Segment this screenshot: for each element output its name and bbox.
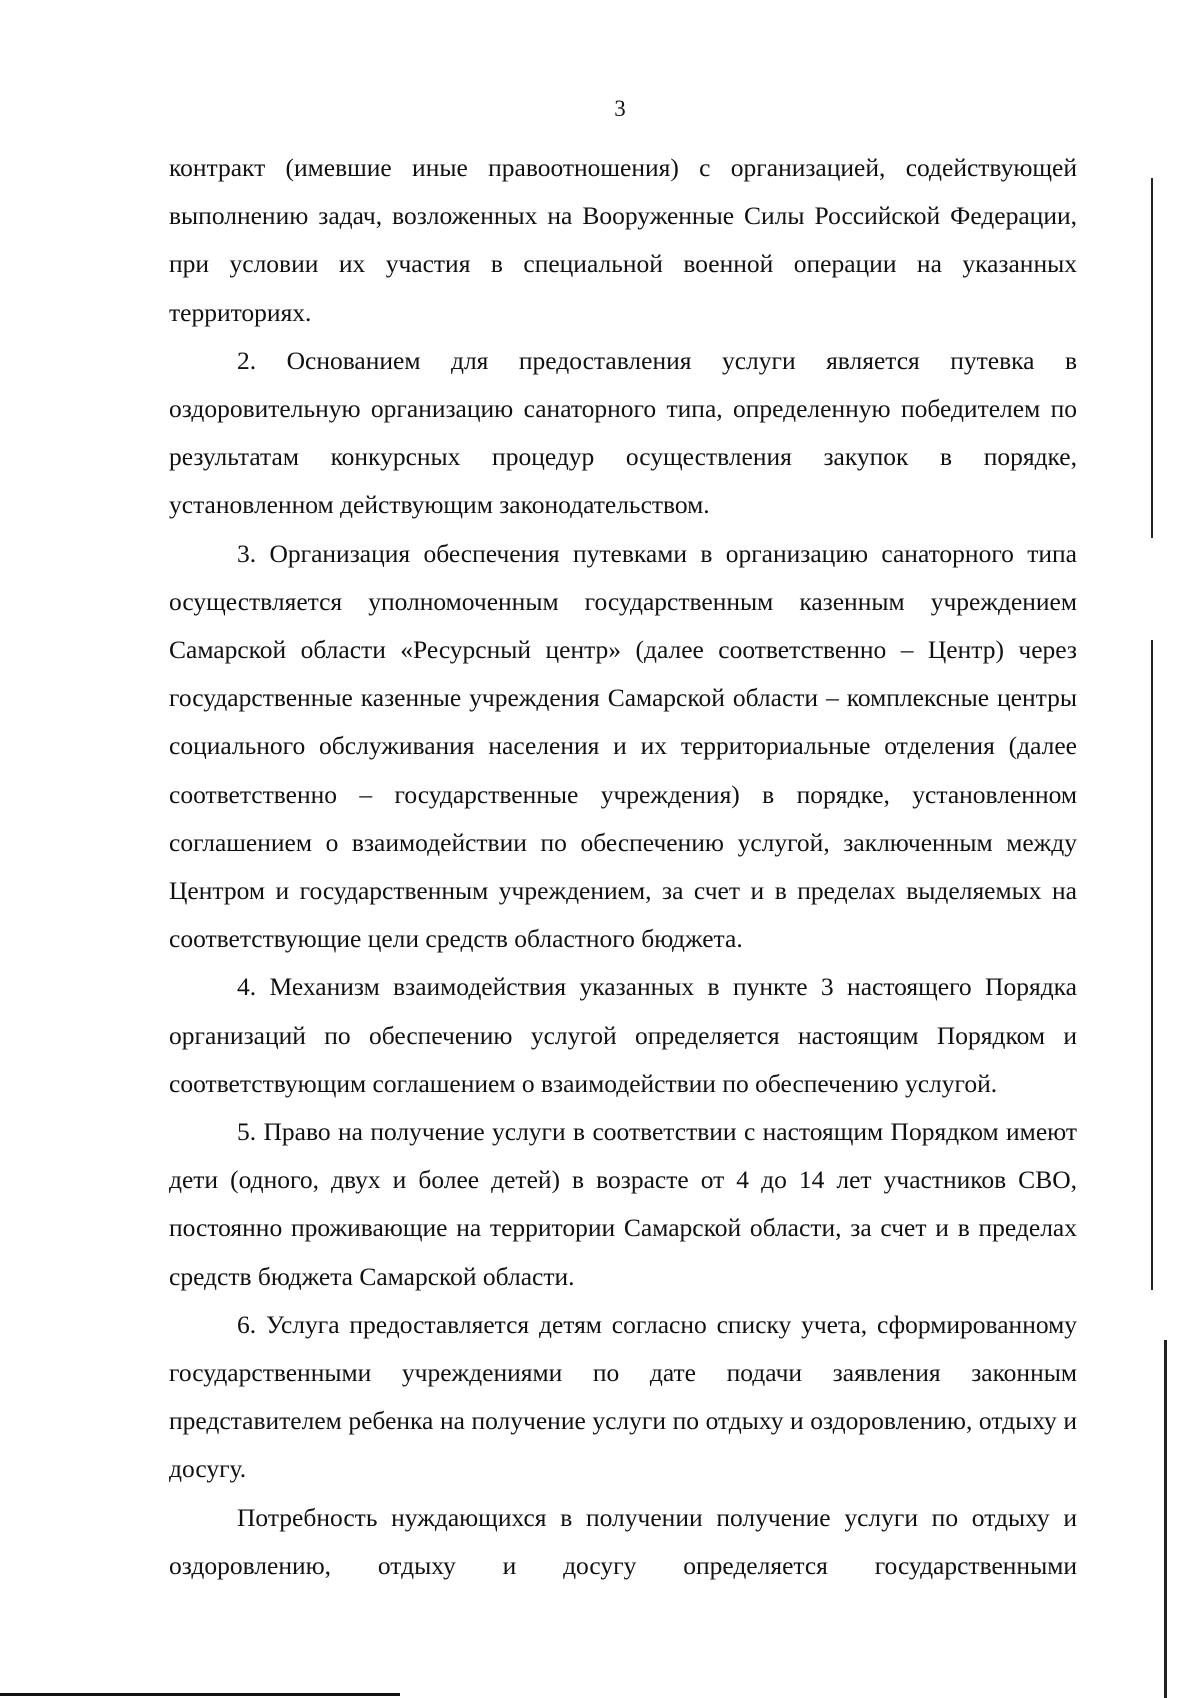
document-body [169,144,1077,1590]
scan-artifact-line [1164,1340,1167,1698]
paragraph-item-2: 2. Основанием для предоставления услуги является путевка в оздоровительную организацию санаторного типа, определенную победителем по результатам конкурсных процедур осуществления закупок в порядке, установленном действующим законодательством. [169,345,1077,520]
paragraph-item-6: 6. Услуга предоставляется детям согласно списку учета, сформированному государственными учреждениями по дате подачи заявления законным представителем ребенка на получение услуги по отдыху и оздоровлению, отдыху и досугу. [169,1309,1077,1484]
paragraph-item-4: 4. Механизм взаимодействия указанных в пункте 3 настоящего Порядка организаций по обеспечению услугой определяется настоящим Порядком и соответствующим соглашением о взаимодействии по обеспечению услугой. [169,972,1077,1098]
paragraph-item-5: 5. Право на получение услуги в соответствии с настоящим Порядком имеют дети (одного, двух и более детей) в возрасте от 4 до 14 лет участников СВО, постоянно проживающие на территории Самарской области, за счет и в пределах средств бюджета Самарской области. [169,1117,1077,1291]
paragraph-item-3: 3. Организация обеспечения путевками в организацию санаторного типа осуществляется уполномоченным государственным казенным учреждением Самарской области «Ресурсный центр» (далее соответственно – Центр) через государственные казенные учреждения Самарской области – комплексные центры социального обслуживания населения и их территориальные отделения (далее соответственно – государственные учреждения) в порядке, установленном соглашением о взаимодействии по обеспечению услугой, заключенным между Центром и государственным учреждением, за счет и в пределах выделяемых на соответствующие цели средств областного бюджета. [169,538,1077,954]
paragraph-need: Потребность нуждающихся в получении получение услуги по отдыху и оздоровлению, отдыху и досугу определяется государственными [169,1502,1077,1580]
page-number: 3 [614,96,626,121]
scan-artifact-line [1151,640,1153,1290]
paragraph-continuation: контракт (имевшие иные правоотношения) с организацией, содействующей выполнению задач, возложенных на Вооруженные Силы Российской Федерации, при условии их участия в специальной военной операции на указанных территориях. [169,153,1077,327]
scan-artifact-line [1151,178,1153,538]
scan-artifact-line [0,1693,400,1696]
